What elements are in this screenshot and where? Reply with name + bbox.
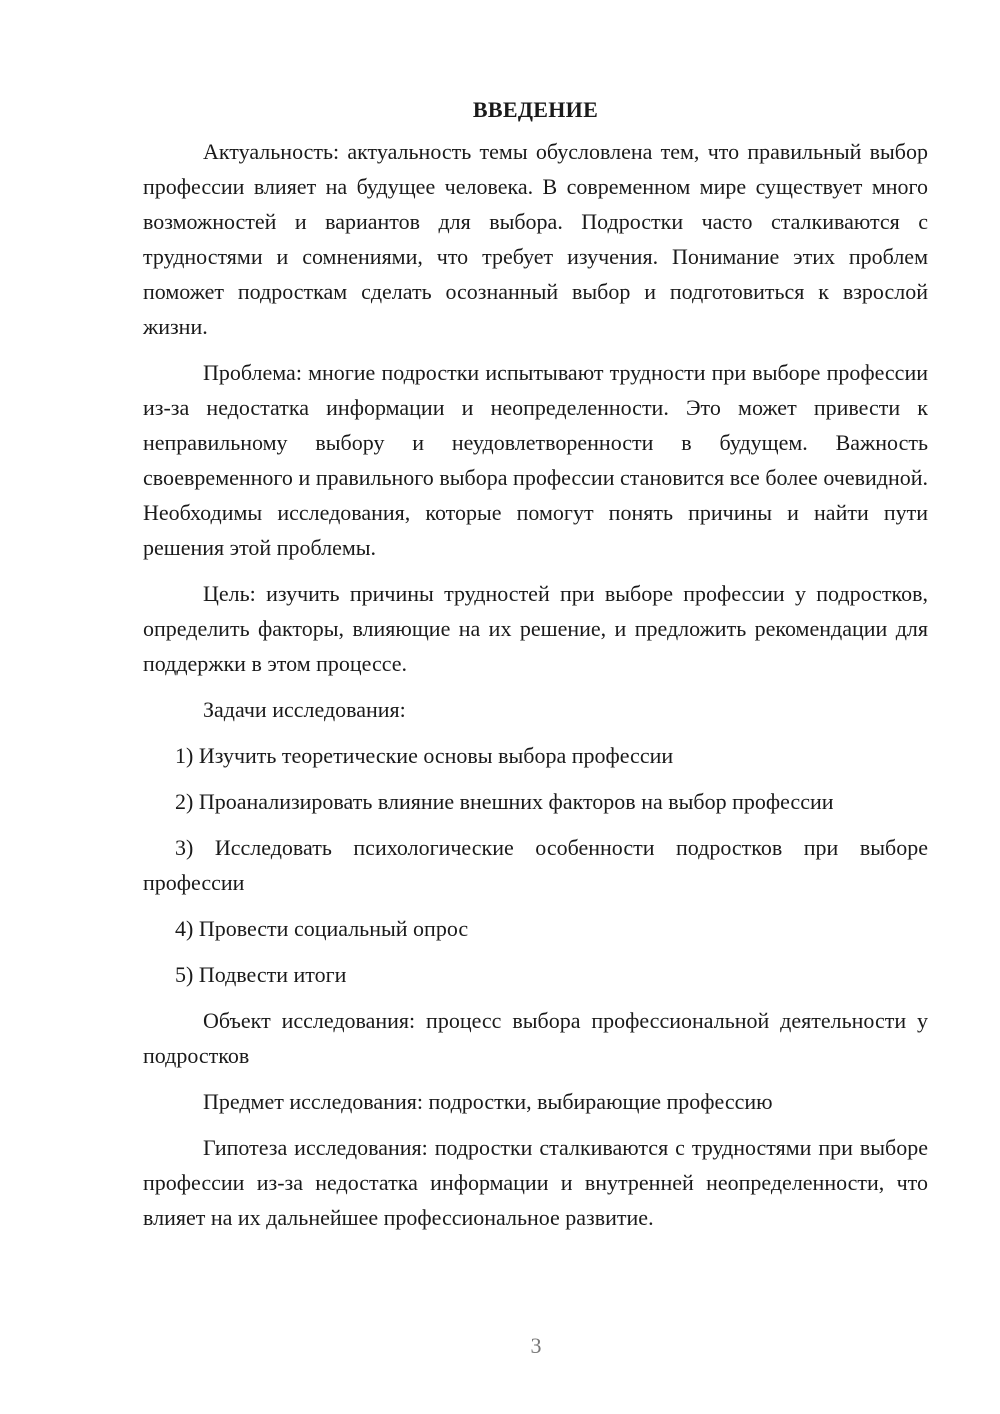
list-item: 2) Проанализировать влияние внешних факторов на выбор профессии [175, 789, 834, 814]
paragraph-subject: Предмет исследования: подростки, выбирающие профессию [203, 1089, 773, 1114]
document-page [143, 90, 928, 1246]
paragraph-problem: Проблема: многие подростки испытывают трудности при выборе профессии из-за недостатка информации и неопределенности. Это может привести к неправильному выбору и неудовлетворенности в будущем. Важность своевременного и правильного выбора профессии становится все более очевидной. Необходимы исследования, которые помогут понять причины и найти пути решения этой проблемы. [143, 360, 928, 560]
paragraph-relevance: Актуальность: актуальность темы обусловлена тем, что правильный выбор профессии влияет на будущее человека. В современном мире существует много возможностей и вариантов для выбора. Подростки часто сталкиваются с трудностями и сомнениями, что требует изучения. Понимание этих проблем поможет подросткам сделать осознанный выбор и подготовиться к взрослой жизни. [143, 139, 928, 339]
list-item: 5) Подвести итоги [175, 962, 347, 987]
list-item: 4) Провести социальный опрос [175, 916, 469, 941]
page-number: 3 [530, 1333, 542, 1358]
list-item: 3) Исследовать психологические особенности подростков при выборе профессии [143, 835, 928, 895]
paragraph-hypothesis: Гипотеза исследования: подростки сталкиваются с трудностями при выборе профессии из-за недостатка информации и внутренней неопределенности, что влияет на их дальнейшее профессиональное развитие. [143, 1135, 928, 1230]
paragraph-goal: Цель: изучить причины трудностей при выборе профессии у подростков, определить факторы, влияющие на их решение, и предложить рекомендации для поддержки в этом процессе. [143, 581, 928, 676]
list-item: 1) Изучить теоретические основы выбора профессии [175, 743, 674, 768]
tasks-heading: Задачи исследования: [203, 697, 406, 722]
tasks-list [143, 738, 928, 992]
document-title: ВВЕДЕНИЕ [472, 97, 599, 122]
paragraph-object: Объект исследования: процесс выбора профессиональной деятельности у подростков [143, 1008, 928, 1068]
